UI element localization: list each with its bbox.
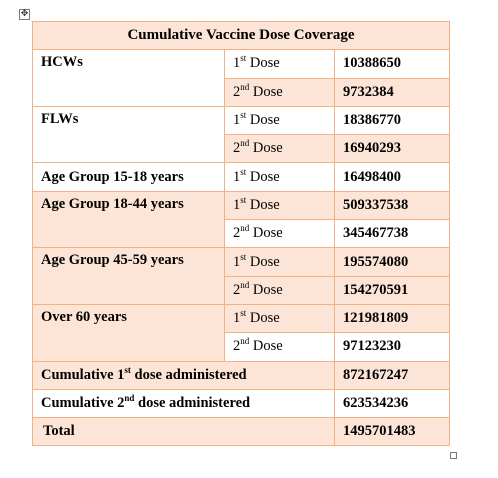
table-row [33,106,450,134]
cumulative-first-label: Cumulative 1st dose administered [33,361,335,389]
dose-label: 1st Dose [225,50,335,78]
table-move-icon[interactable]: ✥ [20,9,29,19]
dose-label: 2nd Dose [225,220,335,248]
vaccine-coverage-table [32,21,450,446]
dose-value: 10388650 [335,50,450,78]
group-label: Age Group 18-44 years [33,191,225,248]
group-label: Over 60 years [33,304,225,361]
dose-label: 2nd Dose [225,135,335,163]
dose-value: 154270591 [335,276,450,304]
table-row [33,248,450,276]
dose-value: 121981809 [335,304,450,332]
dose-label: 1st Dose [225,191,335,219]
dose-label: 1st Dose [225,106,335,134]
dose-value: 195574080 [335,248,450,276]
dose-value: 97123230 [335,333,450,361]
cumulative-second-label: Cumulative 2nd dose administered [33,389,335,417]
cumulative-first-value: 872167247 [335,361,450,389]
group-label: HCWs [33,50,225,107]
dose-label: 1st Dose [225,304,335,332]
dose-value: 509337538 [335,191,450,219]
group-label: Age Group 15-18 years [33,163,225,191]
group-label: Age Group 45-59 years [33,248,225,305]
dose-label: 1st Dose [225,248,335,276]
table-row [33,389,450,417]
dose-value: 18386770 [335,106,450,134]
group-label: FLWs [33,106,225,163]
table-row [33,163,450,191]
dose-label: 2nd Dose [225,276,335,304]
table-resize-icon[interactable] [450,452,457,459]
total-value: 1495701483 [335,418,450,446]
dose-value: 9732384 [335,78,450,106]
table-row [33,361,450,389]
dose-value: 16940293 [335,135,450,163]
dose-label: 2nd Dose [225,333,335,361]
total-label: Total [33,418,335,446]
table-row [33,418,450,446]
table-row [33,191,450,219]
table-row [33,50,450,78]
cumulative-second-value: 623534236 [335,389,450,417]
dose-value: 345467738 [335,220,450,248]
dose-label: 1st Dose [225,163,335,191]
table-title-row [33,22,450,50]
dose-label: 2nd Dose [225,78,335,106]
dose-value: 16498400 [335,163,450,191]
table-row [33,304,450,332]
table-title: Cumulative Vaccine Dose Coverage [33,22,450,50]
